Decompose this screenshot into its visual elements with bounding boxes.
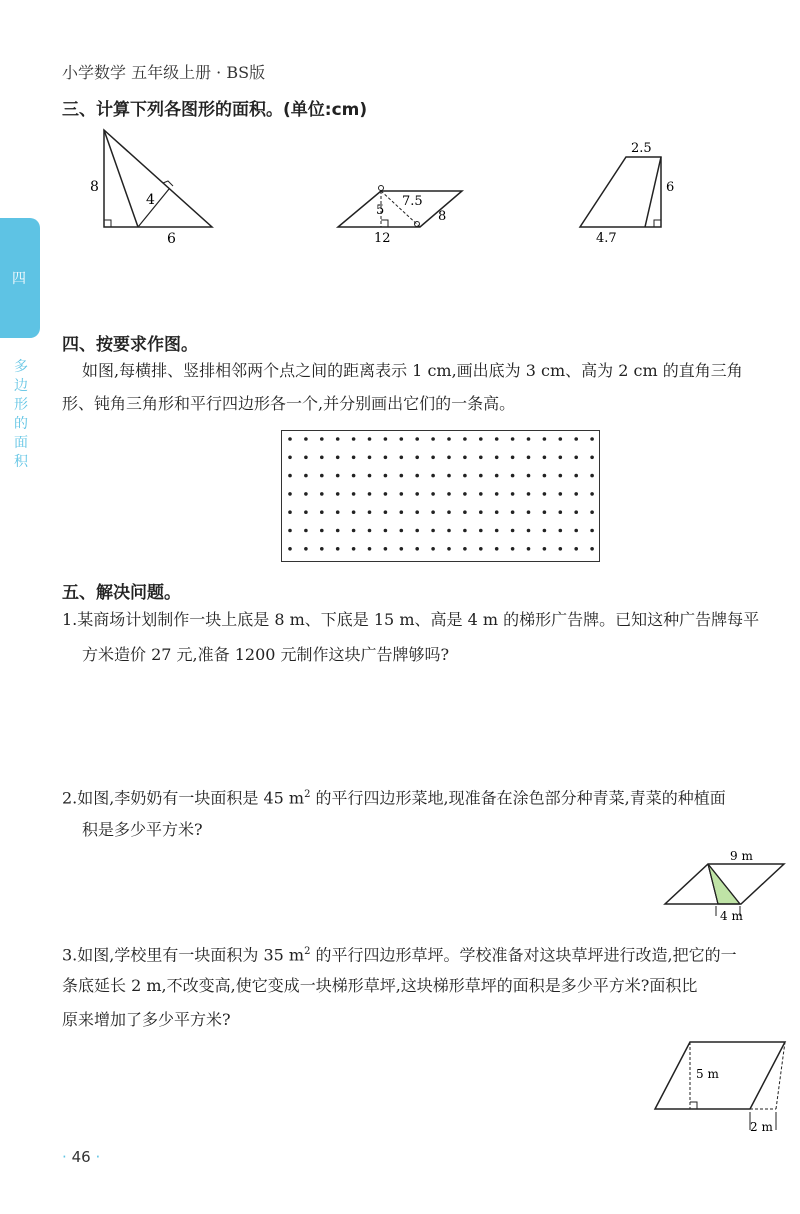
grid-dot [320,547,324,551]
grid-dot [368,529,372,533]
dot-grid[interactable] [281,430,600,562]
grid-dot [590,510,594,514]
chapter-tab-number: 四 [12,271,26,287]
grid-dot [479,492,483,496]
grid-dot [559,529,563,533]
lawn-height-label: 5 m [696,1067,719,1081]
chapter-label: 多边形的面积 [14,359,28,470]
grid-dot [431,547,435,551]
grid-dot [574,547,578,551]
grid-dot [400,529,404,533]
grid-dot [527,510,531,514]
fig3-base-label: 4.7 [596,231,617,246]
grid-dot [384,529,388,533]
grid-dot [511,492,515,496]
grid-dot [431,456,435,460]
grid-dot [431,510,435,514]
grid-dot [574,456,578,460]
chapter-tab [0,218,40,338]
grid-dot [431,492,435,496]
fig2-height-label: 5 [376,203,385,218]
grid-dot [479,510,483,514]
grid-dot [559,547,563,551]
grid-dot [527,547,531,551]
grid-dot [384,547,388,551]
grid-dot [368,474,372,478]
grid-dot [543,547,547,551]
grid-dot [400,437,404,441]
grid-dot [320,437,324,441]
grid-dot [511,474,515,478]
grid-dot [463,456,467,460]
grid-dot [511,510,515,514]
grid-dot [574,437,578,441]
grid-dot [495,510,499,514]
section-4-title: 四、按要求作图。 [62,335,198,355]
grid-dot [479,474,483,478]
grid-dot [447,437,451,441]
grid-dot [288,529,292,533]
grid-dot [479,547,483,551]
grid-dot [447,547,451,551]
dot-grid-svg [282,431,599,561]
grid-dot [288,437,292,441]
grid-dot [304,547,308,551]
grid-dot [463,547,467,551]
grid-dot [447,492,451,496]
question-2-line-2: 积是多少平方米? [82,820,203,839]
grid-dot [400,492,404,496]
grid-dot [320,474,324,478]
grid-dot [336,437,340,441]
grid-dot [574,474,578,478]
grid-dot [495,529,499,533]
grid-dot [415,456,419,460]
grid-dot [479,437,483,441]
grid-dot [336,547,340,551]
fig1-base-label: 6 [167,231,176,247]
grid-dot [304,492,308,496]
grid-dot [463,492,467,496]
grid-dot [304,474,308,478]
grid-dot [495,492,499,496]
question-2-line-1: 2.如图,李奶奶有一块面积是 45 $m^2$ 的平行四边形菜地,现准备在涂色部分种青菜,青菜的种植面 [62,788,726,808]
grid-dot [543,529,547,533]
grid-dot [288,547,292,551]
grid-dot [400,456,404,460]
grid-dot [415,437,419,441]
page-header: 小学数学 五年级上册 · BS版 [62,63,266,82]
garden-base-label: 4 m [720,909,743,923]
grid-dot [415,529,419,533]
grid-dot [288,474,292,478]
grid-dot [559,510,563,514]
grid-dot [527,456,531,460]
grid-dot [352,492,356,496]
grid-dot [495,474,499,478]
fig2-base-label: 12 [374,231,391,246]
grid-dot [447,474,451,478]
grid-dot [527,492,531,496]
question-1-line-1: 1.某商场计划制作一块上底是 8 m、下底是 15 m、高是 4 m 的梯形广告牌。已知这种广告牌每平 [62,610,760,629]
grid-dot [336,456,340,460]
grid-dot [336,510,340,514]
grid-dot [368,547,372,551]
grid-dot [590,474,594,478]
grid-dot [559,474,563,478]
grid-dot [543,437,547,441]
grid-dot [288,510,292,514]
grid-dot [400,547,404,551]
grid-dot [415,474,419,478]
grid-dot [384,474,388,478]
grid-dot [559,456,563,460]
fig3-top-label: 2.5 [631,141,652,156]
grid-dot [320,492,324,496]
grid-dot [543,474,547,478]
grid-dot [368,510,372,514]
grid-dot [431,529,435,533]
grid-dot [288,492,292,496]
grid-dot [527,437,531,441]
grid-dot [384,492,388,496]
grid-dot [304,456,308,460]
grid-dot [463,510,467,514]
grid-dot [511,547,515,551]
grid-dot [574,510,578,514]
grid-dot [352,510,356,514]
grid-dot [590,547,594,551]
grid-dot [511,456,515,460]
figure-lawn [650,1034,790,1139]
section-5-title: 五、解决问题。 [62,583,181,603]
question-1-line-2: 方米造价 27 元,准备 1200 元制作这块广告牌够吗? [82,645,450,664]
grid-dot [336,529,340,533]
grid-dot [415,547,419,551]
section-3-title: 三、计算下列各图形的面积。(单位:cm) [62,100,368,120]
grid-dot [447,456,451,460]
page-number: · 46 · [62,1148,101,1166]
grid-dot [368,456,372,460]
section-4-line-2: 形、钝角三角形和平行四边形各一个,并分别画出它们的一条高。 [62,394,516,413]
grid-dot [590,492,594,496]
grid-dot [304,437,308,441]
grid-dot [384,510,388,514]
grid-dot [527,529,531,533]
grid-dot [431,474,435,478]
grid-dot [590,456,594,460]
grid-dot [495,437,499,441]
fig2-side-label: 8 [438,209,447,224]
grid-dot [495,456,499,460]
grid-dot [527,474,531,478]
grid-dot [368,437,372,441]
question-3-line-1: 3.如图,学校里有一块面积为 35 $m^2$ 的平行四边形草坪。学校准备对这块草坪进行改造,把它的一 [62,945,737,965]
figure-right-triangle [85,125,225,250]
grid-dot [559,437,563,441]
grid-dot [543,510,547,514]
section-4-line-1: 如图,每横排、竖排相邻两个点之间的距离表示 1 cm,画出底为 3 cm、高为 2 cm 的直角三角 [82,361,743,380]
grid-dot [574,492,578,496]
fig3-height-label: 6 [666,180,675,195]
grid-dot [431,437,435,441]
grid-dot [288,456,292,460]
figure-garden [660,848,790,926]
grid-dot [415,492,419,496]
question-3-line-3: 原来增加了多少平方米? [62,1010,231,1029]
grid-dot [336,492,340,496]
grid-dot [352,547,356,551]
grid-dot [495,547,499,551]
lawn-extension-label: 2 m [750,1120,773,1134]
grid-dot [304,510,308,514]
grid-dot [463,437,467,441]
grid-dot [479,456,483,460]
grid-dot [352,474,356,478]
grid-dot [574,529,578,533]
grid-dot [352,529,356,533]
figure-parallelogram [330,180,470,250]
grid-dot [511,529,515,533]
grid-dot [447,529,451,533]
grid-dot [479,529,483,533]
fig1-side-label: 8 [90,179,99,195]
grid-dot [320,456,324,460]
grid-dot [336,474,340,478]
grid-dot [400,510,404,514]
grid-dot [384,456,388,460]
grid-dot [415,510,419,514]
grid-dot [320,510,324,514]
grid-dot [400,474,404,478]
grid-dot [511,437,515,441]
question-3-line-2: 条底延长 2 m,不改变高,使它变成一块梯形草坪,这块梯形草坪的面积是多少平方米?面积比 [62,976,698,995]
grid-dot [463,474,467,478]
garden-top-label: 9 m [730,849,753,863]
fig1-height-label: 4 [146,192,155,208]
grid-dot [384,437,388,441]
grid-dot [590,529,594,533]
grid-dot [543,492,547,496]
grid-dot [368,492,372,496]
grid-dot [559,492,563,496]
fig2-top-label: 7.5 [402,194,423,209]
grid-dot [590,437,594,441]
grid-dot [447,510,451,514]
grid-dot [320,529,324,533]
grid-dot [304,529,308,533]
grid-dot [352,456,356,460]
figure-trapezoid [575,138,685,250]
grid-dot [463,529,467,533]
grid-dot [352,437,356,441]
grid-dot [543,456,547,460]
